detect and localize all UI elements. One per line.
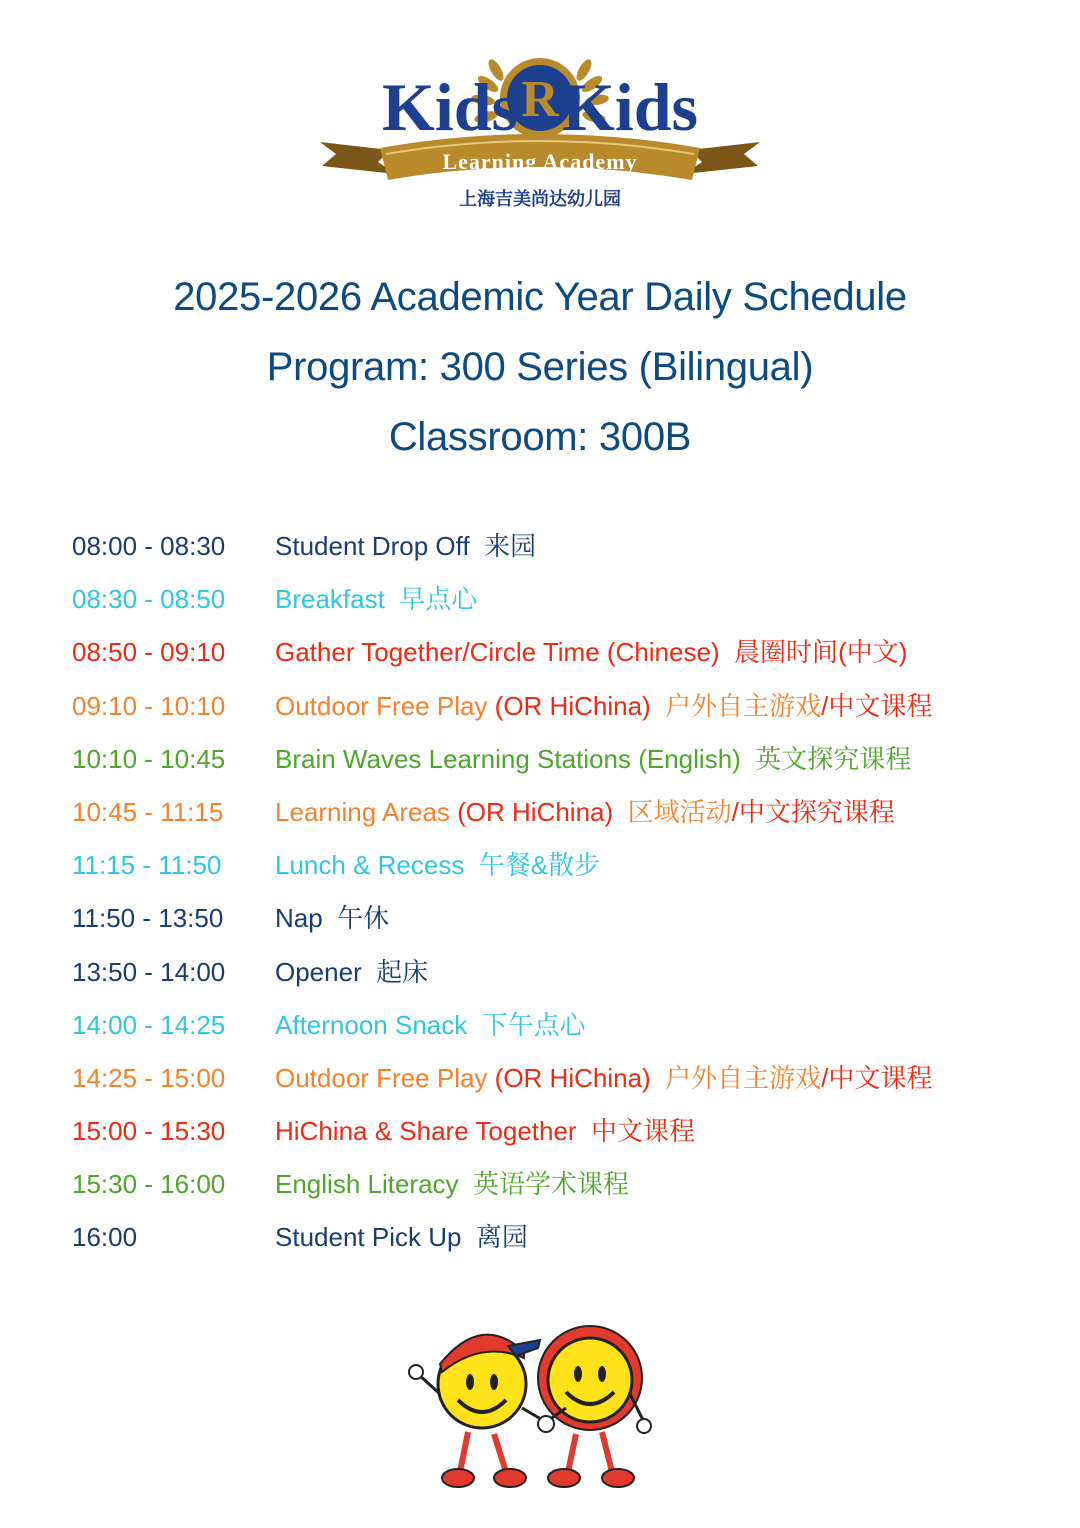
schedule-row xyxy=(72,626,1032,679)
schedule-row xyxy=(72,1105,1032,1158)
activity-text: (OR HiChina) xyxy=(457,796,614,827)
activity-text: Student Pick Up 离园 xyxy=(275,1222,528,1253)
activity-text: Nap 午休 xyxy=(275,903,390,934)
schedule-activity xyxy=(275,1105,695,1158)
schedule-row xyxy=(72,999,1032,1052)
schedule-time: 08:30 - 08:50 xyxy=(72,584,226,615)
logo-graphic xyxy=(300,50,780,215)
kids-r-kids-logo xyxy=(300,50,780,215)
title-program: Program: 300 Series (Bilingual) xyxy=(266,345,814,389)
activity-text: (OR HiChina) xyxy=(494,690,651,721)
mascots-illustration xyxy=(398,1312,678,1497)
activity-text: /中文探究课程 xyxy=(731,796,895,827)
schedule-activity xyxy=(275,1052,932,1105)
title-year: 2025-2026 Academic Year Daily Schedule xyxy=(173,275,907,319)
activity-text: Learning Areas xyxy=(275,796,458,827)
schedule-title xyxy=(0,262,1080,472)
smiley-mascots-icon xyxy=(398,1312,678,1497)
schedule-time: 13:50 - 14:00 xyxy=(72,956,226,987)
schedule-row xyxy=(72,892,1032,945)
schedule-activity xyxy=(275,680,932,733)
schedule-time: 08:50 - 09:10 xyxy=(72,637,226,668)
schedule-time: 08:00 - 08:30 xyxy=(72,531,226,561)
logo-kids-right: Kids xyxy=(561,69,699,145)
activity-text: 区域活动 xyxy=(613,796,732,827)
activity-text: Brain Waves Learning Stations (English) 英文探究课程 xyxy=(275,743,912,774)
schedule-time: 15:00 - 15:30 xyxy=(72,1116,226,1147)
schedule-activity xyxy=(275,892,389,945)
schedule-row xyxy=(72,1158,1032,1211)
schedule-time: 10:45 - 11:15 xyxy=(72,796,224,827)
schedule-time: 11:50 - 13:50 xyxy=(72,903,224,934)
schedule-list xyxy=(72,520,1032,1265)
logo-kids-left: Kids xyxy=(381,69,519,145)
activity-text: Afternoon Snack 下午点心 xyxy=(275,1009,586,1040)
activity-text: Gather Together/Circle Time (Chinese) 晨圈时间(中文) xyxy=(275,637,908,668)
schedule-activity xyxy=(275,626,907,679)
schedule-time: 14:00 - 14:25 xyxy=(72,1009,226,1040)
schedule-activity xyxy=(275,839,600,892)
schedule-row xyxy=(72,733,1032,786)
schedule-activity xyxy=(275,999,586,1052)
schedule-row xyxy=(72,1052,1032,1105)
activity-text: Breakfast 早点心 xyxy=(275,584,478,615)
schedule-activity xyxy=(275,786,895,839)
schedule-activity xyxy=(275,1158,629,1211)
schedule-row xyxy=(72,520,1032,573)
schedule-time: 11:15 - 11:50 xyxy=(72,850,222,881)
schedule-time: 14:25 - 15:00 xyxy=(72,1062,226,1093)
schedule-time: 16:00 xyxy=(72,1222,138,1253)
logo-chinese-name: 上海吉美尚达幼儿园 xyxy=(459,189,621,210)
schedule-row xyxy=(72,946,1032,999)
schedule-row xyxy=(72,1211,1032,1264)
activity-text: 户外自主游戏 xyxy=(650,1062,822,1093)
activity-text: Outdoor Free Play xyxy=(275,1062,495,1093)
activity-text: HiChina & Share Together 中文课程 xyxy=(275,1116,696,1147)
schedule-activity xyxy=(275,733,911,786)
schedule-activity xyxy=(275,946,428,999)
activity-text: /中文课程 xyxy=(821,1062,933,1093)
schedule-row xyxy=(72,839,1032,892)
schedule-time: 10:10 - 10:45 xyxy=(72,743,226,774)
activity-text: Opener 起床 xyxy=(275,956,429,987)
logo-r-letter: R xyxy=(521,71,559,128)
activity-text: (OR HiChina) xyxy=(494,1062,651,1093)
schedule-activity xyxy=(275,573,477,626)
activity-text: /中文课程 xyxy=(821,690,933,721)
logo-banner-text: Learning Academy xyxy=(442,149,638,174)
title-classroom: Classroom: 300B xyxy=(388,415,692,459)
activity-text: Lunch & Recess 午餐&散步 xyxy=(275,850,601,881)
schedule-row xyxy=(72,680,1032,733)
activity-text: Outdoor Free Play xyxy=(275,690,495,721)
activity-text: Student Drop Off 来园 xyxy=(275,531,537,561)
schedule-time: 15:30 - 16:00 xyxy=(72,1169,226,1200)
schedule-activity xyxy=(275,1211,528,1264)
activity-text: 户外自主游戏 xyxy=(650,690,822,721)
schedule-time: 09:10 - 10:10 xyxy=(72,690,226,721)
schedule-activity xyxy=(275,520,536,573)
activity-text: English Literacy 英语学术课程 xyxy=(275,1169,629,1200)
schedule-row xyxy=(72,786,1032,839)
schedule-row xyxy=(72,573,1032,626)
